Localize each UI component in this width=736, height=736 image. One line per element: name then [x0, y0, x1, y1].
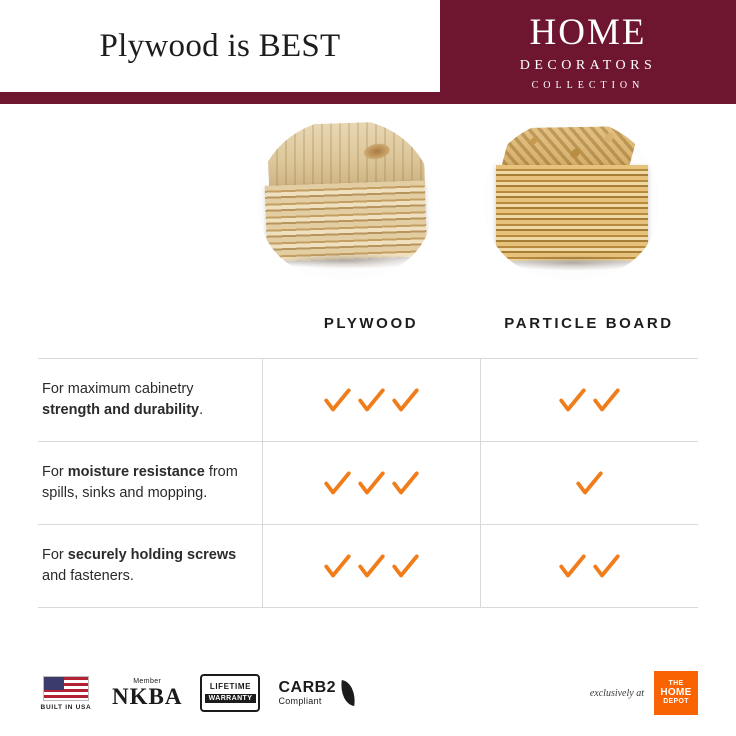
cell-plywood-screws	[262, 525, 480, 607]
usa-flag-icon	[43, 676, 89, 701]
check-icon	[324, 387, 351, 414]
lifetime-label: LIFETIME	[209, 681, 252, 691]
checks-particle-strength	[559, 387, 620, 414]
brand-logo	[440, 0, 736, 104]
comparison-table	[38, 289, 698, 608]
plywood-edge-layers	[265, 180, 428, 262]
check-icon	[392, 387, 419, 414]
row-label-screws-text: For securely holding screws and fasteners.	[42, 547, 237, 585]
check-icon	[392, 470, 419, 497]
carb2-text-block	[278, 680, 336, 706]
cell-particle-strength	[480, 359, 698, 441]
home-depot-line1: THE	[668, 680, 684, 688]
carb2-compliant-badge	[278, 680, 356, 706]
leaf-icon	[338, 680, 357, 706]
header	[0, 0, 736, 104]
column-header-plywood-label: PLYWOOD	[323, 315, 419, 332]
particle-photo-frame	[484, 119, 659, 279]
lifetime-warranty-badge	[200, 674, 260, 712]
column-header-particle-board-label: PARTICLE BOARD	[504, 315, 674, 332]
warranty-label: WARRANTY	[205, 694, 257, 704]
check-icon	[576, 470, 603, 497]
row-label-moisture-text: For moisture resistance from spills, sinks and mopping.	[42, 464, 238, 502]
row-label-moisture	[38, 442, 262, 524]
checks-particle-moisture	[576, 470, 603, 497]
brand-line-decorators: DECORATORS	[519, 57, 657, 73]
check-icon	[358, 387, 385, 414]
header-accent-bar	[0, 92, 440, 104]
check-icon	[324, 470, 351, 497]
cell-particle-moisture	[480, 442, 698, 524]
brand-line-home: HOME	[529, 11, 647, 53]
built-in-usa-label: BUILT IN USA	[40, 703, 92, 711]
exclusively-at-label: exclusively at	[589, 687, 644, 699]
carb2-label: CARB2	[278, 679, 337, 696]
home-depot-line2: HOME	[660, 686, 692, 698]
row-label-screws	[38, 525, 262, 607]
plywood-shadow	[272, 253, 422, 269]
certification-badges	[38, 674, 356, 712]
compliant-label: Compliant	[278, 696, 322, 706]
header-label-cell	[38, 289, 262, 358]
check-icon	[559, 553, 586, 580]
particle-edge-layers	[496, 165, 648, 261]
particle-board-stack-photo	[484, 119, 659, 279]
table-row	[38, 525, 698, 608]
check-icon	[593, 553, 620, 580]
checks-particle-screws	[559, 553, 620, 580]
product-images	[0, 104, 736, 289]
built-in-usa-badge	[38, 676, 94, 711]
cell-particle-screws	[480, 525, 698, 607]
cell-plywood-strength	[262, 359, 480, 441]
column-header-plywood	[262, 289, 480, 358]
home-depot-logo	[654, 671, 698, 715]
nkba-badge	[112, 678, 182, 708]
nkba-member-label: Member	[133, 678, 162, 685]
particle-shadow	[500, 255, 646, 271]
table-row	[38, 359, 698, 442]
checks-plywood-moisture	[324, 470, 419, 497]
retailer-block	[590, 671, 698, 715]
plywood-stack-photo	[258, 119, 433, 279]
table-header-row	[38, 289, 698, 359]
check-icon	[392, 553, 419, 580]
check-icon	[358, 553, 385, 580]
row-label-strength	[38, 359, 262, 441]
plywood-knot	[363, 142, 391, 161]
checks-plywood-screws	[324, 553, 419, 580]
nkba-label: NKBA	[112, 684, 183, 709]
check-icon	[358, 470, 385, 497]
table-row	[38, 442, 698, 525]
check-icon	[324, 553, 351, 580]
page-title: Plywood is BEST	[99, 27, 341, 64]
checks-plywood-strength	[324, 387, 419, 414]
home-depot-line3: DEPOT	[663, 698, 689, 706]
check-icon	[593, 387, 620, 414]
column-header-particle-board	[480, 289, 698, 358]
cell-plywood-moisture	[262, 442, 480, 524]
plywood-photo-frame	[258, 119, 433, 279]
check-icon	[559, 387, 586, 414]
row-label-strength-text: For maximum cabinetry strength and durability.	[42, 381, 204, 419]
flag-canton	[44, 677, 64, 690]
footer	[0, 650, 736, 736]
brand-line-collection: COLLECTION	[531, 79, 645, 91]
